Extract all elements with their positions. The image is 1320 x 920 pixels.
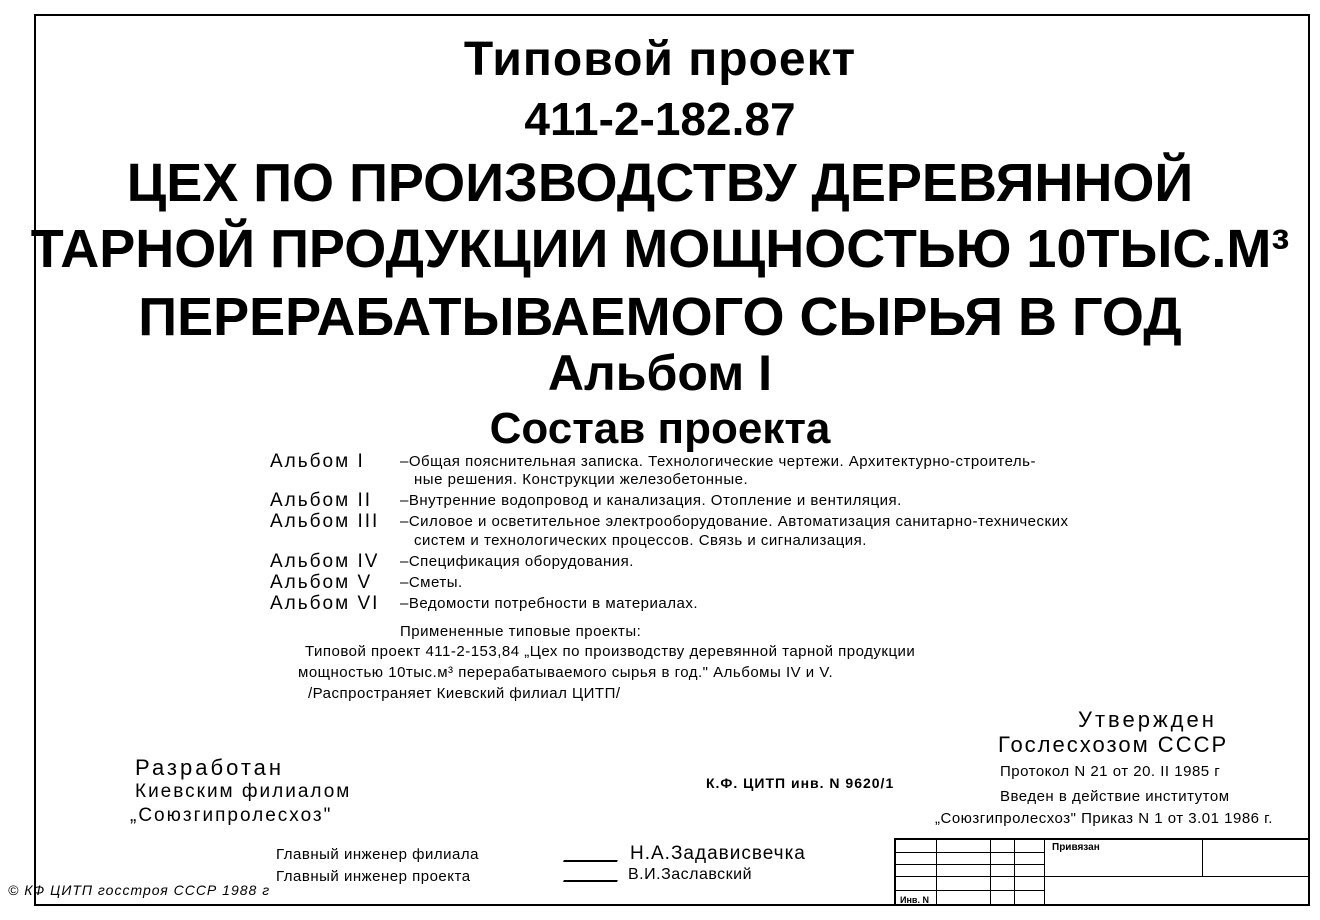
stamp-row-line — [896, 876, 1310, 877]
approved-org: Гослесхозом СССР — [998, 732, 1229, 757]
album-2-text: –Внутренние водопровод и канализация. Отопление и вентиляция. — [400, 492, 902, 509]
album-6-label: Альбом VI — [270, 593, 380, 614]
stamp-row-line — [896, 890, 1044, 891]
applied-line-2: мощностью 10тыс.м³ перерабатываемого сырья в год." Альбомы IV и V. — [298, 664, 834, 681]
album-title: Альбом I — [547, 345, 773, 401]
stamp-row-line — [896, 852, 1044, 853]
album-4-text: –Спецификация оборудования. — [400, 553, 634, 570]
stamp-divider — [1014, 840, 1015, 906]
album-4-label: Альбом IV — [270, 551, 380, 572]
album-1-text: –Общая пояснительная записка. Технологические чертежи. Архитектурно-строитель- — [400, 453, 1036, 470]
title-line-1: ЦЕХ ПО ПРОИЗВОДСТВУ ДЕРЕВЯННОЙ — [126, 153, 1194, 213]
approved-enacted: Введен в действие институтом — [1000, 788, 1230, 805]
approved-order: „Союзгипролесхоз" Приказ N 1 от 3.01 1986 г. — [935, 810, 1273, 827]
album-3-text-cont: систем и технологических процессов. Связь и сигнализация. — [414, 532, 867, 549]
chief-engineer-project-role: Главный инженер проекта — [276, 868, 471, 885]
stamp-divider — [1044, 840, 1045, 906]
project-number: 411-2-182.87 — [524, 93, 796, 145]
stamp-divider — [936, 840, 937, 906]
copyright-note: © КФ ЦИТП госстроя СССР 1988 г — [8, 882, 271, 898]
stamp-inv: Инв. N — [900, 895, 929, 905]
stamp-privyazan: Привязан — [1052, 842, 1100, 853]
approved-protocol: Протокол N 21 от 20. II 1985 г — [1000, 763, 1221, 780]
stamp-divider — [1202, 840, 1203, 876]
title-line-3: ПЕРЕРАБАТЫВАЕМОГО СЫРЬЯ В ГОД — [138, 287, 1182, 347]
signature-scribble — [563, 866, 623, 882]
stamp-row-line — [896, 864, 1044, 865]
chief-engineer-project-name: В.И.Заславский — [628, 866, 753, 883]
composition-heading: Состав проекта — [489, 404, 831, 453]
developed-org-name: „Союзгипролесхоз" — [130, 805, 333, 826]
album-3-text: –Силовое и осветительное электрооборудование. Автоматизация санитарно-технических — [400, 513, 1069, 530]
stamp-divider — [990, 840, 991, 906]
album-5-text: –Сметы. — [400, 574, 463, 591]
developed-heading: Разработан — [135, 755, 285, 780]
stamp-table — [894, 838, 1310, 906]
album-5-label: Альбом V — [270, 572, 373, 593]
album-1-label: Альбом I — [270, 451, 365, 472]
developed-org: Киевским филиалом — [135, 781, 352, 802]
album-6-text: –Ведомости потребности в материалах. — [400, 595, 699, 612]
album-1-text-cont: ные решения. Конструкции железобетонные. — [414, 471, 749, 488]
signature-scribble — [563, 846, 623, 862]
inventory-number: К.Ф. ЦИТП инв. N 9620/1 — [706, 775, 895, 791]
approved-heading: Утвержден — [1078, 707, 1217, 732]
doc-type: Типовой проект — [463, 33, 857, 86]
applied-line-3: /Распространяет Киевский филиал ЦИТП/ — [308, 685, 621, 702]
album-2-label: Альбом II — [270, 490, 373, 511]
chief-engineer-branch-role: Главный инженер филиала — [276, 846, 479, 863]
chief-engineer-branch-name: Н.А.Задависвечка — [630, 843, 806, 864]
applied-line-1: Типовой проект 411-2-153,84 „Цех по производству деревянной тарной продукции — [305, 643, 916, 660]
applied-heading: Примененные типовые проекты: — [400, 623, 642, 640]
album-3-label: Альбом III — [270, 511, 380, 532]
title-line-2: ТАРНОЙ ПРОДУКЦИИ МОЩНОСТЬЮ 10ТЫС.М³ — [30, 219, 1290, 279]
